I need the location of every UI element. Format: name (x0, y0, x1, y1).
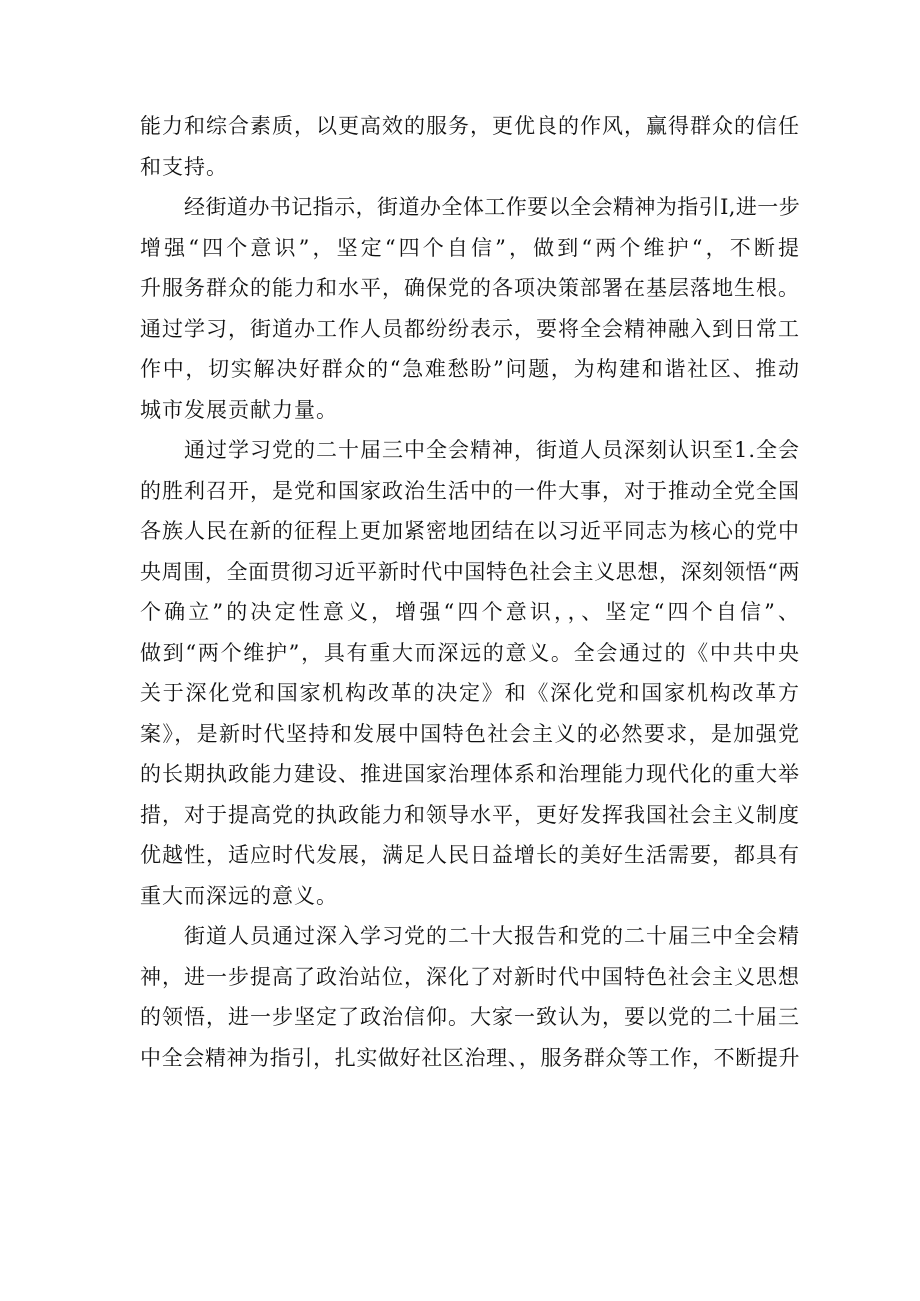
text-line: 关于深化党和国家机构改革的决定》和《深化党和国家机构改革方 (140, 681, 800, 705)
text-line: 重大而深远的意义。 (140, 883, 338, 908)
text-line: 街道人员通过深入学习党的二十大报告和党的二十届三中全会精 (184, 924, 800, 948)
text-line: 通过学习党的二十届三中全会精神，街道人员深刻认识至1.全会 (184, 438, 801, 462)
text-line: 神，进一步提高了政治站位，深化了对新时代中国特色社会主义思想 (140, 964, 800, 989)
text-line: 做到“两个维护”，具有重大而深远的意义。全会通过的《中共中央 (140, 640, 800, 665)
text-line: 通过学习，街道办工作人员都纷纷表示，要将全会精神融入到日常工 (140, 316, 800, 341)
document-body (140, 106, 800, 1078)
text-line: 能力和综合素质，以更高效的服务，更优良的作风，赢得群众的信任 (140, 114, 800, 138)
text-line: 个确立”的决定性意义，增强“四个意识，，、坚定“四个自信”、 (140, 600, 800, 624)
text-line: 增强“四个意识”，坚定“四个自信”，做到“两个维护“，不断提 (140, 235, 800, 260)
text-line: 各族人民在新的征程上更加紧密地团结在以习近平同志为核心的党中 (140, 519, 800, 543)
text-line: 城市发展贡献力量。 (140, 397, 338, 422)
text-line: 措，对于提高党的执政能力和领导水平，更好发挥我国社会主义制度 (140, 802, 800, 827)
text-line: 的长期执政能力建设、推进国家治理体系和治理能力现代化的重大举 (140, 762, 800, 786)
text-line: 央周围，全面贯彻习近平新时代中国特色社会主义思想，深刻领悟“两 (140, 559, 800, 584)
text-line: 作中，切实解决好群众的“急难愁盼”问题，为构建和谐社区、推动 (140, 357, 800, 381)
text-line: 优越性，适应时代发展，满足人民日益增长的美好生活需要，都具有 (140, 843, 800, 867)
text-line: 经街道办书记指示，街道办全体工作要以全会精神为指引I,进一步 (184, 195, 800, 219)
text-line: 案》，是新时代坚持和发展中国特色社会主义的必然要求，是加强党 (140, 721, 800, 746)
text-line: 升服务群众的能力和水平，确保党的各项决策部署在基层落地生根。 (140, 276, 800, 300)
text-line: 的领悟，进一步坚定了政治信仰。大家一致认为，要以党的二十届三 (140, 1005, 800, 1029)
text-line: 中全会精神为指引，扎实做好社区治理、，服务群众等工作，不断提升 (140, 1045, 800, 1070)
text-line: 的胜利召开，是党和国家政治生活中的一件大事，对于推动全党全国 (140, 478, 800, 503)
text-line: 和支持。 (140, 154, 228, 179)
